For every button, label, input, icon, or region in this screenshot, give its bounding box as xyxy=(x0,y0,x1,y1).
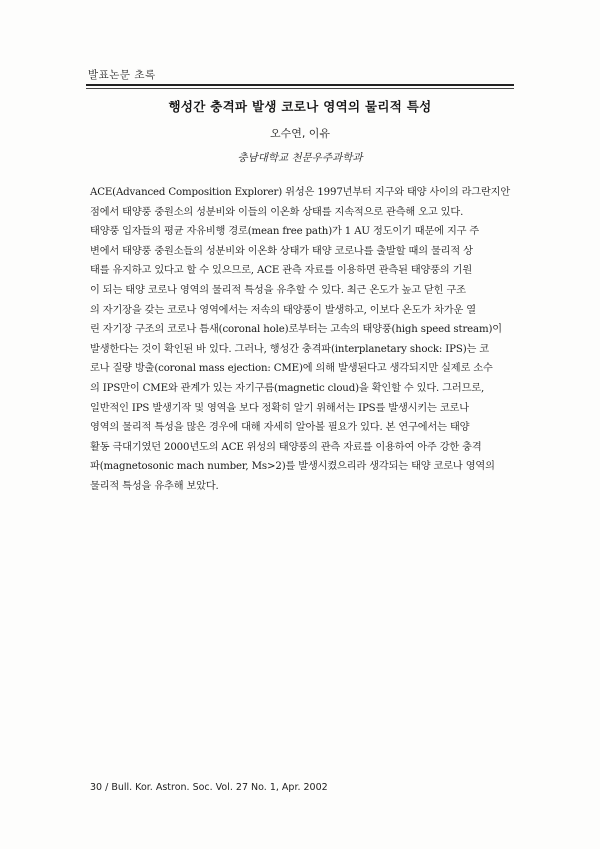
header-rule-thin xyxy=(86,88,514,89)
abstract-line: 의 IPS만이 CME와 관계가 있는 자기구름(magnetic cloud)을 확인할 수 있다. 그러므로, xyxy=(90,382,485,394)
abstract-line: 점에서 태양풍 중원소의 성분비와 이들의 이온화 상태를 지속적으로 관측해 오고 있다. xyxy=(90,206,464,218)
abstract-line: 발생한다는 것이 확인된 바 있다. 그러나, 행성간 충격파(interplanetary shock: IPS)는 코 xyxy=(90,343,489,355)
abstract-line: 태를 유지하고 있다고 할 수 있으므로, ACE 관측 자료를 이용하면 관측된 태양풍의 기원 xyxy=(90,265,473,277)
paper-authors: 오수연, 이유 xyxy=(269,127,331,140)
abstract-line: 활동 극대기였던 2000년도의 ACE 위성의 태양풍의 관측 자료를 이용하여 아주 강한 충격 xyxy=(90,441,482,453)
section-header: 발표논문 초록 xyxy=(88,69,156,81)
abstract-line: 변에서 태양풍 중원소들의 성분비와 이온화 상태가 태양 코로나를 출발할 때의 물리적 상 xyxy=(90,245,473,257)
footer-citation: 30 / Bull. Kor. Astron. Soc. Vol. 27 No. 1, Apr. 2002 xyxy=(90,782,328,793)
paper-title: 행성간 충격파 발생 코로나 영역의 물리적 특성 xyxy=(168,99,432,114)
abstract-line: 로나 질량 방출(coronal mass ejection: CME)에 의해 발생된다고 생각되지만 실제로 소수 xyxy=(90,363,493,375)
header-rule-thick xyxy=(86,84,514,86)
abstract-line: 린 자기장 구조의 코로나 틈새(coronal hole)로부터는 고속의 태양풍(high speed stream)이 xyxy=(90,324,502,336)
paper-affiliation: 충남대학교 천문우주과학과 xyxy=(237,152,363,164)
abstract-line: 의 자기장을 갖는 코로나 영역에서는 저속의 태양풍이 발생하고, 이보다 온도가 차가운 열 xyxy=(90,304,476,316)
abstract-line: 물리적 특성을 유추해 보았다. xyxy=(90,480,219,492)
abstract-line: 이 되는 태양 코로나 영역의 물리적 특성을 유추할 수 있다. 최근 온도가 높고 닫힌 구조 xyxy=(90,284,466,296)
abstract-line: 태양풍 입자들의 평균 자유비행 경로(mean free path)가 1 AU 정도이기 때문에 지구 주 xyxy=(90,226,480,238)
abstract-line: ACE(Advanced Composition Explorer) 위성은 1997년부터 지구와 태양 사이의 라그란지안 xyxy=(90,187,511,198)
abstract-body xyxy=(90,183,526,497)
abstract-line: 영역의 물리적 특성을 많은 경우에 대해 자세히 알아볼 필요가 있다. 본 연구에서는 태양 xyxy=(90,422,470,434)
abstract-line: 파(magnetosonic mach number, Ms>2)를 발생시켰으리라 생각되는 태양 코로나 영역의 xyxy=(90,461,495,473)
abstract-line: 일반적인 IPS 발생기작 및 영역을 보다 정확히 알기 위해서는 IPS를 발생시키는 코로나 xyxy=(90,402,469,414)
